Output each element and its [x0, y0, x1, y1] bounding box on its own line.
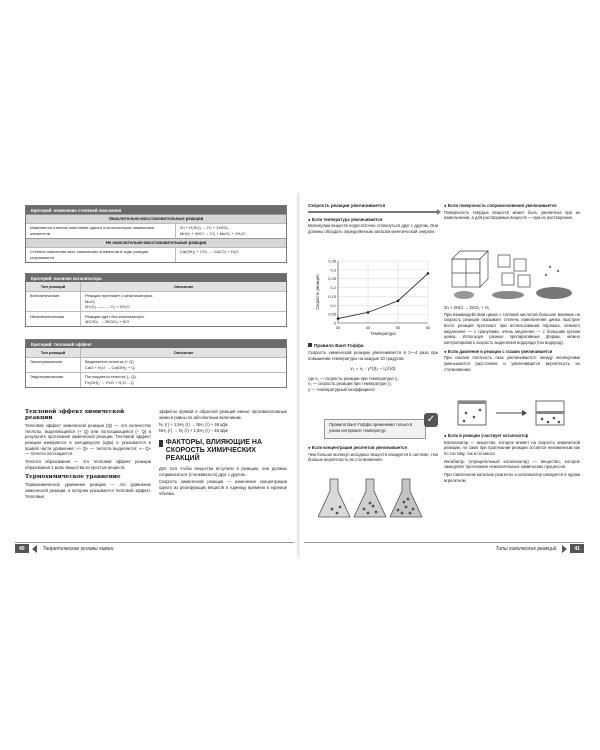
section-heading: [444, 433, 580, 439]
table-subheading: Не окислительно-восстановительные реакции: [26, 238, 286, 247]
flasks-illustration: [318, 475, 430, 525]
arrow-right-icon: [562, 545, 567, 553]
table-cell: Некаталитические: [26, 312, 81, 326]
table-cell: Выделяется теплота (+ Q) CaO + H₂O → Ca(OH)₂ + Q: [85, 359, 135, 370]
y-tick-label: 0,3: [330, 267, 336, 273]
y-tick-label: 0,1: [330, 302, 336, 308]
table-cell: Zn + H₂SO₄ → H₂ + ZnSO₄ MnO₂ + 4HCl → Cl₂ + MnCl₂ + 2H₂O: [180, 225, 246, 236]
paragraph: Скорость химической реакции — изменение концентрации одного из реагирующих веществ в единицу времени в единице объёма.: [159, 479, 287, 496]
factors-heading-block: [159, 439, 287, 463]
section-heading: [444, 349, 580, 355]
paragraph: Ингибитор (отрицательный катализатор) — вещество, которое замедляет протекание нежелательных химических процессов.: [444, 458, 580, 470]
rate-arrow-bar: [308, 211, 438, 213]
column-header: Тип реакций: [26, 348, 81, 357]
vant-hoff-heading: Правило Вант-Гоффа: [314, 343, 364, 348]
x-tick-label: 60: [425, 325, 431, 330]
page-number: 40: [15, 544, 29, 553]
series-line: [338, 273, 428, 318]
right-page: [300, 193, 588, 557]
y-tick-label: 0,2: [330, 285, 336, 291]
data-point: [367, 311, 370, 314]
table-cell: Каталитические: [26, 292, 81, 311]
note-text: Правило Вант-Гоффа применимо только в узком интервале температур.: [329, 422, 413, 433]
table-header-row: [26, 348, 286, 357]
running-title: Типы химических реакций: [495, 545, 557, 552]
flask-icon: [390, 479, 422, 517]
piston-vessel-compressed-icon: [536, 401, 564, 425]
concentration-heading: Если концентрация реагентов увеличивается: [311, 445, 407, 450]
footer-rule: [15, 542, 294, 543]
flask-icon: [318, 479, 350, 517]
section-heading: [444, 203, 580, 209]
bullet-icon: ●: [308, 445, 312, 450]
surface-heading: Если поверхность соприкосновения увеличивается: [447, 203, 557, 208]
table-cell: Степени окисления всех химических элементов в ходе реакции сохраняются: [26, 248, 176, 262]
left-text-column: [25, 409, 151, 499]
paragraph: Поверхность твёрдых веществ может быть увеличена при их измельчении, а для растворимых веществ — при их растворении.: [444, 209, 580, 221]
square-bullet-icon: [308, 343, 312, 347]
y-tick-label: 0,15: [328, 293, 336, 299]
oxidation-table: [25, 205, 287, 263]
table-row: [26, 247, 286, 262]
table-cell: Реакция протекает с катализатором. MnO₂ 2H₂O₂ ——→ O₂ + 2H₂O: [85, 293, 154, 309]
column-header: Описание: [81, 348, 286, 357]
table-header-row: [26, 282, 286, 291]
table-row: [26, 291, 286, 311]
pressure-illustration: [452, 397, 572, 427]
paragraph: Катализатор — вещество, которое влияет на скорость химической реакции, но само при протекании реакции остаётся неизменным как по составу, так и по массе.: [444, 439, 580, 457]
y-tick-label: 0,25: [328, 276, 336, 282]
surface-column: [444, 203, 580, 221]
arrow-right-icon: [496, 410, 527, 416]
left-page: [11, 193, 298, 557]
paragraph: Для того чтобы вещества вступили в реакцию, они должны соприкасаться (сталкиваться) друг с другом.: [159, 465, 287, 477]
y-axis-label: Скорость реакции: [315, 274, 320, 310]
flask-icon: [354, 479, 386, 517]
table-cell: Ca(OH)₂ + CO₂ → CaCO₃ + H₂O: [180, 249, 239, 255]
table-subheading: Окислительно-восстановительные реакции: [26, 214, 286, 223]
column-header: Тип реакций: [26, 282, 81, 291]
small-cubes-icon: [498, 255, 530, 287]
paragraph: Термохимическое уравнение реакции — это уравнение химической реакции, в котором указывается тепловой эффект. Тепловые: [25, 482, 151, 499]
left-footer: [15, 543, 119, 554]
catalyst-section: [444, 433, 580, 483]
data-point: [337, 317, 340, 320]
right-text-column: [159, 409, 287, 496]
data-point: [397, 300, 400, 303]
temperature-rate-chart: [314, 257, 434, 339]
vant-hoff-section: [308, 343, 438, 393]
rate-increase-banner: Скорость реакции увеличивается: [308, 203, 386, 208]
table-row: [26, 311, 286, 326]
paragraph: При сжатии плотность газа увеличивается: между молекулами уменьшается расстояние и увеличивается вероятность их столкновения.: [444, 355, 580, 372]
section-heading: [308, 445, 438, 451]
formula-definitions: где v₁ — скорость реакции при температуре t₁; v₂ — скорость реакции при температуре t₂; γ — температурный коэффициент.: [308, 375, 399, 393]
paragraph: Теплота образования — это тепловой эффект реакции образования 1 моль вещества из простых веществ.: [25, 459, 151, 470]
check-icon: ✓: [424, 413, 438, 427]
bullet-icon: ●: [444, 348, 448, 354]
vant-hoff-formula: v₂ = v₁ · γ^((t₂ – t₁)/10): [350, 365, 396, 371]
section-heading: Термохимическое уравнение: [25, 474, 121, 481]
section-heading: Тепловой эффект химической реакции: [25, 409, 125, 421]
catalyst-table: [25, 273, 287, 327]
table-cell: Изменяется степень окисления одного или нескольких химических элементов: [26, 224, 176, 238]
table-title: Критерий: тепловой эффект: [26, 340, 286, 348]
x-tick-label: 40: [365, 325, 371, 330]
table-row: [26, 357, 286, 372]
bullet-icon: ●: [308, 216, 312, 222]
table-cell: Поглощается теплота (– Q). Fe(OH)₂ → FeO + H₂O – Q: [85, 374, 137, 385]
paragraph: При взаимодействии цинка с соляной кислотой большое влияние на скорость реакции оказывает степень измельчения цинка. Быстрее всего реакция протекает при использовании порошка, немного медленнее — с гранулами, очень медленно — с большим куском цинка. Используя разные препаративные формы, можно контролировать скорость выделения водорода (газ водород).: [444, 311, 580, 346]
note-box: [324, 419, 426, 439]
table-title: Критерий: изменение степеней окисления: [26, 206, 286, 214]
table-cell: Эндотермические: [26, 373, 81, 387]
piston-vessel-icon: [458, 401, 486, 425]
bullet-icon: ●: [444, 433, 448, 438]
table-row: [26, 223, 286, 238]
paragraph: При гомогенном катализе реагенты и катализатор находятся в одном агрегатном: [444, 472, 580, 483]
paragraph: Молекулам веществ недостаточно столкнуться друг с другом. Они должны обладать определённым запасом кинетической энергии.: [308, 223, 438, 235]
table-row: [26, 372, 286, 387]
bullet-icon: ●: [444, 203, 448, 208]
zinc-equation: Zn + 2HCl → ZnCl₂ + H₂: [444, 305, 490, 310]
rate-column: [308, 203, 438, 235]
concentration-section: [308, 445, 438, 463]
pressure-heading: Если давление в реакции с газами увеличивается: [447, 348, 553, 354]
section-heading: [308, 343, 438, 349]
y-tick-label: 0,35: [328, 258, 336, 264]
x-axis-label: Температура: [370, 331, 396, 336]
paragraph: Скорость химической реакции увеличивается в 2—4 раза при повышении температуры на каждые 10 градусов.: [308, 350, 438, 361]
temperature-heading-text: Если температура увеличивается: [311, 216, 383, 222]
y-tick-label: 0,05: [328, 311, 336, 317]
cubes-illustration: [450, 247, 576, 301]
equation: NH₃ (г) → N₂ (г) + 1,5H₂ (г) – 46 кДж: [159, 428, 228, 434]
y-tick-label: 0: [333, 320, 336, 326]
chapter-heading: ФАКТОРЫ, ВЛИЯЮЩИЕ НА СКОРОСТЬ ХИМИЧЕСКИХ РЕАКЦИЙ: [165, 438, 263, 462]
table-title: Критерий: наличие катализатора: [26, 274, 286, 282]
book-spread: [11, 193, 588, 557]
temperature-heading: [308, 217, 438, 223]
cube-block-icon: [452, 251, 488, 287]
table-cell: Экзотермические: [26, 358, 81, 372]
running-title: Теоретические основы химии: [42, 545, 114, 552]
paragraph: Чем больше молекул исходных веществ находится в системе, тем больше вероятность их столкновения.: [308, 451, 438, 463]
paragraph: эффекты прямой и обратной реакций имеют противоположные знаки и равны по абсолютным величинам.: [159, 409, 287, 420]
x-tick-label: 30: [335, 325, 341, 330]
table-cell: Реакция идёт без катализатора. 4KClO₃ → 3KClO₄ + KCl: [85, 313, 145, 324]
arrow-right-icon: [437, 209, 441, 215]
paragraph: Тепловой эффект химической реакции (Q) — это количество теплоты, выделяющейся (+ Q) или поглощающейся (– Q) в результате протекания химической реакции. Тепловой эффект реакции измеряется в килоджоулях (кДж) и указывается в правой части уравнения: «+ Q» — теплота выделяется; «– Q» — теплота поглощается.: [25, 423, 151, 457]
footer-rule: [304, 542, 584, 543]
page-number: 41: [570, 544, 584, 553]
column-header: Описание: [81, 282, 286, 291]
x-tick-label: 50: [395, 325, 401, 330]
data-point: [427, 272, 430, 275]
equation: N₂ (г) + 1,5H₂ (г) → NH₃ (г) + 46 кДж: [159, 422, 228, 428]
catalyst-heading: Если в реакции участвует катализатор: [447, 433, 529, 438]
zinc-section: [444, 305, 580, 372]
bookmark-icon: [159, 440, 163, 447]
right-footer: [490, 543, 584, 554]
heat-effect-table: [25, 339, 287, 388]
